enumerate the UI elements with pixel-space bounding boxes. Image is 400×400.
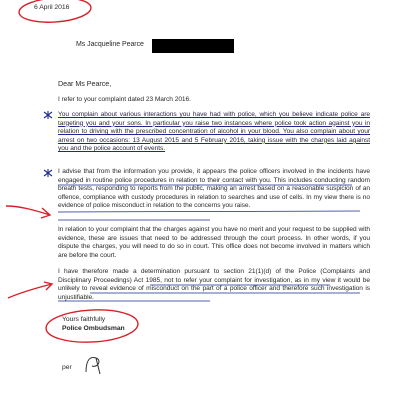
closing-line: Yours faithfully (62, 316, 106, 323)
addressee-name: Ms Jacqueline Pearce (76, 41, 144, 48)
paragraph-determination: I have therefore made a determination pursuant to section 21(1)(d) of the Police (Complaints and Disciplinary Proceedings) Act 1985, not to refer your complaint for investigation, as in my view it would be unlikely to reveal evidence of misconduct on the part of a police officer and therefore such investigation is unjustifiable. (58, 268, 370, 301)
paragraph-findings: I advise that from the information you provide, it appears the police officers involved in the incidents have engaged in routine police procedures in relation to their contact with you. This includes conducting random breath tests, responding to reports from the public, making an arrest based on a reasonable suspicion of an offence, compliance with custody procedures in relation to searches and use of cells. In my view there is no evidence of police misconduct in relation to the concerns you raise. (58, 168, 370, 210)
signatory-title: Police Ombudsman (62, 325, 125, 332)
paragraph-reference: I refer to your complaint dated 23 March 2016. (58, 96, 191, 103)
salutation: Dear Ms Pearce, (58, 79, 112, 88)
letter-date: 6 April 2016 (34, 4, 70, 11)
paragraph-complaint-summary: You complain about various interactions you have had with police, which you believe indicate police are targeting you and your sons. In particular you raise two instances where police took action against you in relation to driving with the prescribed concentration of alcohol in your blood. You also complain about your arrest on two occasions: 13 August 2015 and 5 February 2016, taking issue with the charges laid against you and the police account of events. (58, 111, 370, 153)
redaction-block (152, 39, 234, 53)
per-label: per (62, 364, 72, 371)
paragraph-court-matters: In relation to your complaint that the charges against you have no merit and your request to be supplied with evidence, these are issues that need to be addressed through the court process. In other words, if you dispute the charges, you will need to do so in court. This office does not become involved in matters which are before the court. (58, 226, 370, 259)
